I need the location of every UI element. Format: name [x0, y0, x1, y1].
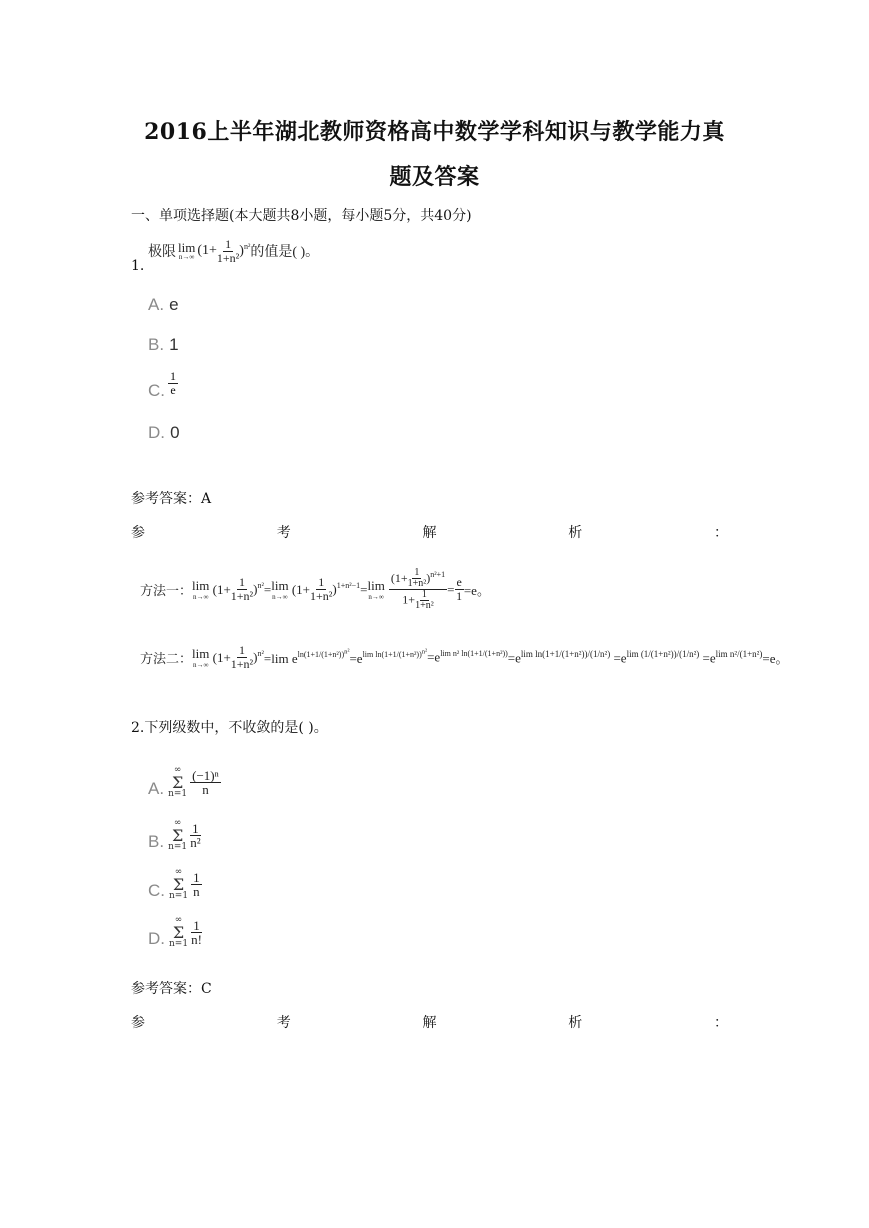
- q1-option-d-value: 0: [170, 423, 180, 442]
- q1-option-a-letter: A.: [148, 295, 165, 314]
- q1-method1-label: 方法一：: [140, 583, 193, 598]
- q2-option-a-term: $\frac{\text{(−1)ⁿ}}{n}$: [192, 767, 219, 797]
- analysis-char: 析: [568, 525, 583, 541]
- analysis-char: 考: [276, 525, 291, 541]
- q1-option-b[interactable]: [148, 335, 179, 355]
- q1-method2-label: 方法二：: [140, 651, 193, 666]
- q2-option-b-letter: B.: [148, 832, 165, 851]
- q2-option-d-term: $\frac{1}{n!}$: [191, 917, 202, 947]
- q1-method2-result: =e。: [762, 651, 789, 666]
- q1-option-d[interactable]: [148, 423, 180, 443]
- sum-icon: ∞ Σ n=1: [168, 764, 188, 799]
- analysis-char: 考: [276, 1015, 291, 1031]
- q2-option-d[interactable]: [148, 915, 202, 949]
- q2-option-a-letter: A.: [148, 779, 165, 798]
- sum-icon: ∞ Σ n=1: [169, 866, 189, 901]
- q1-answer: 参考答案：A: [131, 491, 212, 507]
- q2-answer: 参考答案：C: [131, 981, 212, 997]
- q2-analysis-label: [131, 1012, 728, 1032]
- q1-stem-prefix: 极限: [148, 245, 176, 260]
- q2-option-c-letter: C.: [148, 881, 165, 900]
- q2-option-a[interactable]: [148, 765, 221, 799]
- analysis-char: 参: [131, 525, 145, 541]
- section-heading: 一、单项选择题(本大题共8小题，每小题5分，共40分): [131, 208, 472, 224]
- q1-option-d-letter: D.: [148, 423, 165, 442]
- q2-option-d-letter: D.: [148, 929, 165, 948]
- q1-stem-formula: 极限 lim n→∞ (1+ $\frac{1}{\text{1+n²}}$ )$^{n^2}$ 的值是( )。: [148, 236, 320, 265]
- q1-method1-formula: 方法一： lim n→∞ (1+ $\frac{1}{\text{1+n²}}$ )$^{n^2}$ = lim n→∞ (1+ $\frac{1}{\text{1+n²}}$ )$^{1+n^2-1}$ = lim n→∞ (1+ $\frac{1}{\text{1+n²}}$ )$^{n^2+1}$ 1+ $\frac{1}{\text{1+n²}}$ = $\frac{e}{1}$ =e。: [140, 567, 490, 612]
- q2-option-c[interactable]: [148, 867, 202, 901]
- q1-option-b-value: 1: [169, 335, 179, 354]
- document-title-line2: 题及答案: [389, 164, 480, 190]
- q1-method1-result: =e。: [463, 583, 490, 598]
- q1-number: 1.: [131, 258, 145, 274]
- analysis-char: ：: [714, 1015, 728, 1031]
- analysis-char: 析: [568, 1015, 583, 1031]
- sum-icon: ∞ Σ n=1: [168, 817, 188, 852]
- q1-option-b-letter: B.: [148, 335, 165, 354]
- q2-option-b[interactable]: [148, 818, 201, 852]
- q1-option-c-letter: C.: [148, 381, 165, 400]
- analysis-char: 解: [422, 1015, 437, 1031]
- analysis-char: 参: [131, 1015, 145, 1031]
- sum-icon: ∞ Σ n=1: [169, 914, 189, 949]
- q1-method2-formula: 方法二： lim n→∞ (1+ $\frac{1}{\text{1+n²}}$ )$^{n^2}$ =lim $e^{ln(1+1/(1+n^2))^{n^2}}$ $=e^{lim ln(1+1/(1+n^2))^{n^2}}$ $=e^{lim n^2 ln(1+1/(1+n^2))}$ $=e^{lim ln(1+1/(1+n^2))/(1/n^2)}$ $=e^{lim (1/(1+n^2))/(1/n^2)}$ $=e^{lim n^2/(1+n^2)}$ =e。: [140, 643, 789, 671]
- q1-option-c-value: $\frac{1}{e}$: [170, 369, 176, 397]
- analysis-char: 解: [422, 525, 437, 541]
- q2-stem: 2.下列级数中，不收敛的是( )。: [131, 720, 328, 736]
- q1-analysis-label: [131, 522, 728, 542]
- document-title-line1: 2016上半年湖北教师资格高中数学学科知识与教学能力真: [144, 119, 725, 145]
- q1-option-c[interactable]: [148, 370, 178, 401]
- q1-stem-suffix: 的值是( )。: [250, 245, 320, 260]
- q1-option-a[interactable]: [148, 295, 179, 315]
- q1-option-a-value: e: [169, 295, 179, 314]
- q2-option-b-term: $\frac{1}{\text{n²}}$: [190, 820, 201, 850]
- q2-option-c-term: $\frac{1}{n}$: [193, 869, 200, 899]
- analysis-char: ：: [714, 525, 728, 541]
